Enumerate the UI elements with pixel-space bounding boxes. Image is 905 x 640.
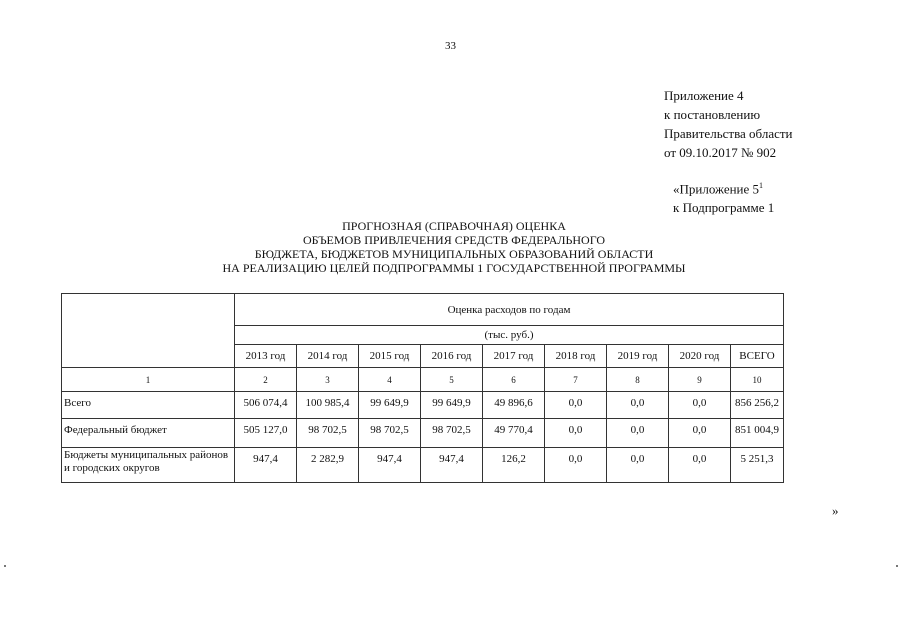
column-number: 9 (669, 368, 731, 392)
scan-dot (896, 565, 898, 567)
table-cell: 947,4 (235, 448, 297, 483)
appendix-line: Правительства области (664, 126, 793, 141)
row-label: Всего (62, 392, 235, 419)
year-header: 2019 год (607, 345, 669, 368)
column-number: 8 (607, 368, 669, 392)
table-row (62, 448, 784, 483)
table-cell: 0,0 (545, 448, 607, 483)
title-line: ПРОГНОЗНАЯ (СПРАВОЧНАЯ) ОЦЕНКА (342, 219, 566, 233)
title-line: НА РЕАЛИЗАЦИЮ ЦЕЛЕЙ ПОДПРОГРАММЫ 1 ГОСУДАРСТВЕННОЙ ПРОГРАММЫ (222, 261, 686, 275)
sub-appendix-reference (673, 176, 774, 217)
row-label: Федеральный бюджет (62, 419, 235, 448)
table-cell: 0,0 (607, 448, 669, 483)
table-row (62, 392, 784, 419)
table-cell: 506 074,4 (235, 392, 297, 419)
column-number: 10 (731, 368, 784, 392)
table-cell: 856 256,2 (731, 392, 784, 419)
sub-appendix-superscript: 1 (759, 181, 764, 190)
table-cell: 0,0 (669, 448, 731, 483)
table-cell: 0,0 (607, 419, 669, 448)
column-number: 3 (297, 368, 359, 392)
table-cell: 947,4 (359, 448, 421, 483)
column-number: 2 (235, 368, 297, 392)
table-cell: 98 702,5 (421, 419, 483, 448)
header-unit: (тыс. руб.) (235, 326, 784, 345)
table-cell: 100 985,4 (297, 392, 359, 419)
total-header: ВСЕГО (731, 345, 784, 368)
column-number: 6 (483, 368, 545, 392)
year-header: 2016 год (421, 345, 483, 368)
year-header: 2015 год (359, 345, 421, 368)
table-cell: 851 004,9 (731, 419, 784, 448)
appendix-line: Приложение 4 (664, 88, 744, 103)
expenses-table (61, 293, 784, 483)
table-cell: 49 770,4 (483, 419, 545, 448)
appendix-line: от 09.10.2017 № 902 (664, 145, 777, 160)
year-header: 2017 год (483, 345, 545, 368)
table-row (62, 419, 784, 448)
table-cell: 0,0 (669, 419, 731, 448)
title-line: БЮДЖЕТА, БЮДЖЕТОВ МУНИЦИПАЛЬНЫХ ОБРАЗОВАНИЙ ОБЛАСТИ (254, 247, 654, 261)
column-number: 4 (359, 368, 421, 392)
table-cell: 505 127,0 (235, 419, 297, 448)
table-cell: 0,0 (545, 419, 607, 448)
row-label: Бюджеты муниципальных районов и городских округов (62, 448, 235, 483)
column-number: 5 (421, 368, 483, 392)
year-header: 2018 год (545, 345, 607, 368)
table-cell: 947,4 (421, 448, 483, 483)
header-title: Оценка расходов по годам (235, 294, 784, 326)
empty-header-cell (62, 294, 235, 368)
column-number: 7 (545, 368, 607, 392)
table-cell: 0,0 (607, 392, 669, 419)
table-cell: 98 702,5 (359, 419, 421, 448)
closing-quote: » (832, 503, 839, 518)
year-header: 2020 год (669, 345, 731, 368)
sub-appendix-line: «Приложение 5 (673, 181, 760, 197)
table-cell: 0,0 (545, 392, 607, 419)
table-cell: 0,0 (669, 392, 731, 419)
year-header: 2014 год (297, 345, 359, 368)
year-header: 2013 год (235, 345, 297, 368)
scan-dot (4, 565, 6, 567)
appendix-reference (664, 86, 793, 162)
table-cell: 2 282,9 (297, 448, 359, 483)
title-line: ОБЪЕМОВ ПРИВЛЕЧЕНИЯ СРЕДСТВ ФЕДЕРАЛЬНОГО (302, 233, 606, 247)
table-cell: 98 702,5 (297, 419, 359, 448)
table-cell: 99 649,9 (359, 392, 421, 419)
page-number: 33 (445, 40, 456, 52)
sub-appendix-line: к Подпрограмме 1 (673, 200, 775, 216)
appendix-line: к постановлению (664, 107, 761, 122)
column-number: 1 (62, 368, 235, 392)
table-cell: 5 251,3 (731, 448, 784, 483)
table-cell: 126,2 (483, 448, 545, 483)
document-title (150, 219, 758, 275)
table-cell: 49 896,6 (483, 392, 545, 419)
table-cell: 99 649,9 (421, 392, 483, 419)
